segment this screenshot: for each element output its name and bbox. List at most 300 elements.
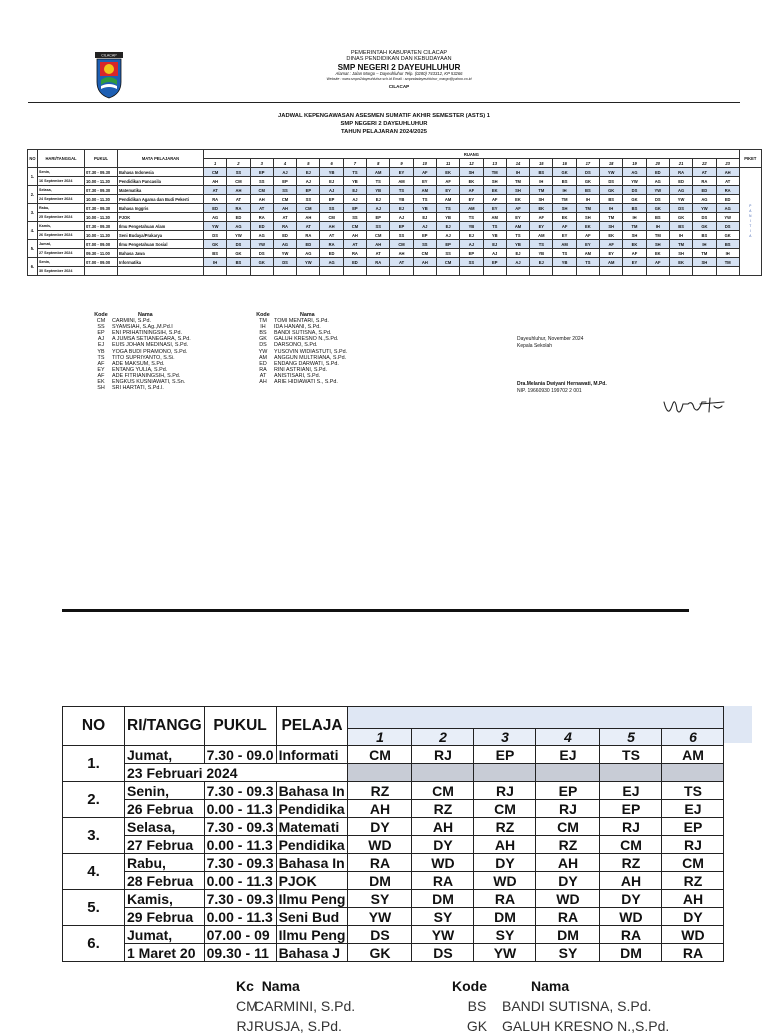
zoom-proctor-code: DS (348, 926, 412, 944)
legend-name: SRI HARTATI, S.Pd.I. (112, 385, 164, 392)
proctor-code: IH (506, 168, 529, 177)
row-time: 10.00 - 11.30 (85, 231, 118, 240)
proctor-code: AM (600, 258, 623, 267)
proctor-code: AF (530, 213, 553, 222)
proctor-code: ED (297, 240, 320, 249)
legend-code: AT (259, 372, 267, 379)
proctor-code: RA (343, 249, 366, 258)
legend-name: GALUH KRESNO N.,S.Pd. (274, 336, 339, 343)
proctor-code: SS (460, 258, 483, 267)
legend-name: RINI ASTRIANI, S.Pd. (274, 366, 328, 373)
zoom-row (63, 782, 724, 800)
proctor-code: GK (204, 240, 227, 249)
proctor-code: RA (250, 213, 273, 222)
proctor-code: SS (367, 222, 390, 231)
legend-code: BS (259, 330, 267, 337)
room-number: 6 (320, 159, 343, 168)
proctor-code: EP (297, 186, 320, 195)
zoom-proctor-code: AH (474, 836, 536, 854)
zoom-subject: Matemati (276, 818, 348, 836)
title-line-1: JADWAL KEPENGAWASAN ASESMEN SUMATIF AKHIR SEMESTER (ASTS) 1 (278, 113, 490, 119)
zoom-row (63, 908, 724, 926)
proctor-code: YW (623, 177, 646, 186)
room-number: 10 (413, 159, 436, 168)
proctor-code: EK (600, 231, 623, 240)
legend-name: ANGGUN MULTRIANA, S.Pd. (274, 354, 347, 361)
legend-code: EJ (97, 342, 105, 349)
proctor-code: EK (483, 186, 506, 195)
proctor-code: YB (506, 240, 529, 249)
proctor-code: SS (297, 195, 320, 204)
legend-name: EUIS JOHAN MEDINASI, S.Pd. (112, 342, 189, 349)
zoom-time: 7.30 - 09.3 (204, 890, 276, 908)
zoom-proctor-code: RA (536, 908, 600, 926)
legend-code: EP (97, 330, 105, 337)
proctor-code: ED (716, 195, 739, 204)
zoom-row (63, 800, 724, 818)
proctor-code: EP (320, 195, 343, 204)
proctor-code: YW (250, 240, 273, 249)
proctor-code: BS (600, 195, 623, 204)
proctor-code: IH (600, 204, 623, 213)
schedule-row (28, 177, 762, 186)
row-day-date: 26 September 2024 (38, 231, 85, 240)
zoom-row (63, 944, 724, 962)
legend-name: CARMINI, S.Pd. (112, 318, 151, 325)
legend-code: YW (258, 348, 268, 355)
zoom-proctor-code: EP (474, 746, 536, 764)
proctor-code: AF (553, 222, 576, 231)
zoom-proctor-code: DM (412, 890, 474, 908)
proctor-code: AG (693, 195, 716, 204)
zoom-day-date: Senin, (125, 782, 205, 800)
zoom-room-number: 5 (600, 729, 662, 746)
legend-name: ENTANG YULIA, S.Pd. (112, 366, 168, 373)
proctor-code: TM (530, 186, 553, 195)
zoom-proctor-code: RZ (412, 800, 474, 818)
schedule-row (28, 204, 762, 213)
proctor-code: TS (553, 249, 576, 258)
zoom-proctor-code (600, 764, 662, 782)
proctor-code: EJ (390, 204, 413, 213)
zoom-time: 7.30 - 09.3 (204, 818, 276, 836)
zoom-proctor-code: RZ (474, 818, 536, 836)
proctor-code: AM (553, 240, 576, 249)
proctor-code: BS (530, 168, 553, 177)
legend-code: TM (259, 318, 267, 325)
proctor-code: TM (693, 249, 716, 258)
proctor-code: GK (716, 231, 739, 240)
col-no: NO (28, 150, 38, 168)
proctor-code: EP (436, 240, 459, 249)
proctor-code: AT (273, 213, 296, 222)
zoom-row (63, 890, 724, 908)
proctor-code: YB (320, 168, 343, 177)
proctor-code: RA (669, 168, 692, 177)
legend-name: ENI PRIHATININGSIH, S.Pd. (112, 330, 182, 337)
legend-item (90, 385, 191, 391)
zoomed-schedule-table (62, 706, 724, 962)
room-number: 22 (693, 159, 716, 168)
proctor-code: AJ (297, 177, 320, 186)
proctor-code: RA (320, 240, 343, 249)
proctor-code: AM (530, 231, 553, 240)
zoom-proctor-code: AH (662, 890, 724, 908)
zoom-subject: Pendidika (276, 800, 348, 818)
zoom-legend-nama-header: Nama (531, 978, 570, 994)
proctor-code: GK (553, 168, 576, 177)
proctor-code: YB (367, 186, 390, 195)
zoom-row (63, 818, 724, 836)
proctor-code (483, 267, 506, 276)
room-number: 9 (390, 159, 413, 168)
zoom-proctor-code (412, 764, 474, 782)
schedule-row (28, 267, 762, 276)
proctor-code: TM (716, 258, 739, 267)
row-subject (118, 267, 204, 276)
proctor-code: AH (390, 249, 413, 258)
proctor-code: ED (227, 213, 250, 222)
legend-name: BANDI SUTISNA, S.Pd. (274, 330, 332, 337)
zoom-proctor-code: RJ (662, 836, 724, 854)
proctor-code: SH (530, 195, 553, 204)
zoom-row-number: 1. (63, 746, 125, 782)
proctor-code: AM (576, 249, 599, 258)
proctor-code: AH (204, 177, 227, 186)
proctor-code: AF (506, 204, 529, 213)
proctor-code: EY (576, 240, 599, 249)
zoom-day-date: Kamis, (125, 890, 205, 908)
zoom-proctor-code: CM (662, 854, 724, 872)
zoom-day-date: 23 Februari 2024 (125, 764, 348, 782)
gov-line: PEMERINTAH KABUPATEN CILACAP (350, 50, 448, 56)
zoom-proctor-code: RA (662, 944, 724, 962)
sign-place-date: Dayeuhluhur, November 2024 (517, 336, 584, 342)
proctor-code: TM (506, 177, 529, 186)
zoom-legend-item (236, 996, 355, 1016)
zoom-subject: Informati (276, 746, 348, 764)
proctor-code: CM (320, 213, 343, 222)
proctor-code: TS (483, 222, 506, 231)
row-day-date: 27 September 2024 (38, 249, 85, 258)
proctor-code: RA (204, 195, 227, 204)
proctor-code: DS (576, 168, 599, 177)
zoom-proctor-code (348, 764, 412, 782)
row-time: 07.30 - 09.30 (85, 186, 118, 195)
zoom-subject: Bahasa In (276, 782, 348, 800)
zoom-room-number: 4 (536, 729, 600, 746)
zoom-proctor-code: EJ (600, 782, 662, 800)
proctor-code: YW (273, 249, 296, 258)
zoom-legend-right (452, 976, 669, 1036)
proctor-code: AT (343, 240, 366, 249)
room-number: 8 (367, 159, 390, 168)
room-number: 7 (343, 159, 366, 168)
zoom-proctor-code: AH (348, 800, 412, 818)
proctor-code: TM (553, 195, 576, 204)
row-time: 10.00 - 11.30 (85, 177, 118, 186)
proctor-code: EY (436, 186, 459, 195)
proctor-code: ED (669, 177, 692, 186)
proctor-code (553, 267, 576, 276)
room-number: 15 (530, 159, 553, 168)
proctor-code: AH (367, 240, 390, 249)
legend-code: AF (97, 372, 105, 379)
zoom-proctor-code: RJ (412, 746, 474, 764)
proctor-code: CM (204, 168, 227, 177)
proctor-code: RA (273, 222, 296, 231)
proctor-code: AT (390, 258, 413, 267)
proctor-code: AH (343, 231, 366, 240)
proctor-code: YB (553, 258, 576, 267)
zoom-proctor-code: DM (600, 944, 662, 962)
legend-name: YUSOVIN WIDIASTUTI, S.Pd. (274, 348, 348, 355)
proctor-code: RA (716, 186, 739, 195)
proctor-code: GK (669, 213, 692, 222)
zoom-proctor-code: RJ (536, 800, 600, 818)
proctor-code: GK (623, 195, 646, 204)
zoom-legend-code: RJ (236, 1018, 254, 1034)
proctor-code: AG (623, 168, 646, 177)
schedule-row (28, 168, 762, 177)
sign-role: Kepala Sekolah (517, 343, 553, 349)
legend-name: SYAMSIAH, S.Ag.,M.Pd.I (112, 324, 173, 331)
room-number: 14 (506, 159, 529, 168)
zoom-subject: Bahasa J (276, 944, 348, 962)
proctor-code (623, 267, 646, 276)
zoom-legend-kode-header: Kc (236, 978, 254, 994)
proctor-code: GK (693, 222, 716, 231)
proctor-code: AJ (483, 249, 506, 258)
proctor-code: DS (600, 177, 623, 186)
zoom-proctor-code: AH (600, 872, 662, 890)
row-day-date: Selasa, (38, 186, 85, 195)
proctor-code: AM (460, 204, 483, 213)
proctor-code: GK (227, 249, 250, 258)
proctor-code: AF (483, 195, 506, 204)
proctor-code: RA (227, 204, 250, 213)
row-subject: Bahasa Jawa (118, 249, 204, 258)
proctor-code: DS (227, 240, 250, 249)
zoom-proctor-code: SY (536, 944, 600, 962)
zoom-proctor-code: YW (412, 926, 474, 944)
zoom-time: 7.30 - 09.3 (204, 782, 276, 800)
zoom-legend-code: CM (236, 998, 258, 1014)
proctor-code: SH (460, 168, 483, 177)
proctor-code: CM (390, 240, 413, 249)
zoom-proctor-code: AH (412, 818, 474, 836)
zoom-proctor-code: DM (474, 908, 536, 926)
proctor-code: EK (436, 168, 459, 177)
proctor-code: EY (530, 222, 553, 231)
proctor-code: AJ (460, 240, 483, 249)
zoom-subject: Ilmu Peng (276, 926, 348, 944)
row-subject: Ilmu Pengetahuan Alam (118, 222, 204, 231)
proctor-code: AH (297, 213, 320, 222)
row-day-date: Kamis, (38, 222, 85, 231)
zoom-proctor-code: RZ (536, 836, 600, 854)
proctor-code: SH (646, 240, 669, 249)
proctor-code: TM (646, 231, 669, 240)
proctor-code: SS (413, 240, 436, 249)
proctor-code: IH (553, 186, 576, 195)
zoom-day-date: Rabu, (125, 854, 205, 872)
zoom-legend-name: BANDI SUTISNA, S.Pd. (502, 998, 652, 1014)
proctor-code: SH (506, 186, 529, 195)
zoom-row (63, 764, 724, 782)
proctor-code: SH (483, 177, 506, 186)
zoom-time: 0.00 - 11.3 (204, 836, 276, 854)
proctor-code: TS (460, 213, 483, 222)
room-number: 23 (716, 159, 739, 168)
proctor-code: GK (576, 177, 599, 186)
row-day-date: 25 September 2024 (38, 213, 85, 222)
zoom-time: 0.00 - 11.3 (204, 872, 276, 890)
proctor-code: EJ (413, 213, 436, 222)
zoom-legend-kode-header: Kode (452, 978, 487, 994)
zoom-proctor-code: YW (474, 944, 536, 962)
zoom-proctor-code: EJ (662, 800, 724, 818)
proctor-code: EK (576, 222, 599, 231)
legend-code: RA (259, 366, 267, 373)
legend-name: YOGA BUDI PRAMONO, S.Pd. (112, 348, 188, 355)
proctor-code: AF (413, 168, 436, 177)
city-line: CILACAP (388, 84, 410, 90)
proctor-code: BS (204, 249, 227, 258)
proctor-code: AM (390, 177, 413, 186)
proctor-code: AF (646, 258, 669, 267)
proctor-code: TS (367, 177, 390, 186)
proctor-code: EP (367, 213, 390, 222)
proctor-code: EP (390, 222, 413, 231)
proctor-code: YB (483, 231, 506, 240)
school-address: Alamat : Jalan Margo – Dayeuhluhur Telp. (0280) 743312, KP 53266 (335, 71, 463, 77)
regency-emblem-icon (94, 52, 124, 98)
proctor-code (413, 267, 436, 276)
legend-code: EY (97, 366, 105, 373)
row-subject: Pendidikan Pancasila (118, 177, 204, 186)
room-number: 17 (576, 159, 599, 168)
proctor-code: CM (343, 222, 366, 231)
proctor-code: EP (483, 258, 506, 267)
zoom-row-number: 6. (63, 926, 125, 962)
proctor-code: BS (576, 186, 599, 195)
zoom-legend-name: CARMINI, S.Pd. (254, 998, 356, 1014)
legend-code: YB (97, 348, 105, 355)
legend-kode-header: Kode (256, 312, 270, 318)
row-time: 10.00 - 11.30 (85, 213, 118, 222)
room-number: 18 (600, 159, 623, 168)
row-day-date: Senin, (38, 168, 85, 177)
proctor-code: GK (250, 258, 273, 267)
proctor-code: CM (273, 195, 296, 204)
row-time: 07.00 - 09.00 (85, 240, 118, 249)
proctor-code: CM (250, 186, 273, 195)
zoom-row (63, 854, 724, 872)
proctor-code: TS (436, 204, 459, 213)
legend-code: CM (96, 318, 106, 325)
zoom-proctor-code: CM (412, 782, 474, 800)
legend-code: ED (259, 360, 267, 367)
proctor-code: EK (623, 240, 646, 249)
proctor-code: IH (623, 213, 646, 222)
proctor-code: EJ (297, 168, 320, 177)
proctor-code (530, 267, 553, 276)
proctor-code: AJ (320, 186, 343, 195)
zoom-room-number: 1 (348, 729, 412, 746)
proctor-code: EY (460, 195, 483, 204)
zoom-col-pukul: PUKUL (204, 707, 276, 746)
row-subject: Informatika (118, 258, 204, 267)
proctor-code: BS (227, 258, 250, 267)
legend-code: EK (97, 379, 105, 386)
proctor-code: AT (716, 177, 739, 186)
legend-name: DARSONO, S.Pd. (274, 342, 318, 349)
zoom-proctor-code: SY (348, 890, 412, 908)
proctor-code: TM (483, 168, 506, 177)
proctor-code: YB (343, 177, 366, 186)
proctor-code: AG (250, 231, 273, 240)
proctor-code: AM (436, 195, 459, 204)
zoom-proctor-code (474, 764, 536, 782)
proctor-code: YW (693, 204, 716, 213)
zoom-proctor-code: RJ (474, 782, 536, 800)
zoom-proctor-code: GK (348, 944, 412, 962)
zoom-proctor-code: CM (536, 818, 600, 836)
zoom-proctor-code: AH (536, 854, 600, 872)
zoom-proctor-code: EP (600, 800, 662, 818)
proctor-code: RA (367, 258, 390, 267)
teacher-legend-left (90, 312, 191, 391)
proctor-code (273, 267, 296, 276)
row-number: 6. (28, 258, 38, 276)
schedule-row (28, 240, 762, 249)
legend-code: SS (97, 324, 105, 331)
proctor-code (669, 267, 692, 276)
proctor-code (320, 267, 343, 276)
proctor-code: IH (646, 222, 669, 231)
school-website: Website : www.smpn2dayeuhluhur.sch.id Email : smpndadayeuhluhur_margo@yahoo.co.id (326, 77, 472, 82)
proctor-code: EK (669, 258, 692, 267)
legend-name: IDA HANANI, S.Pd. (274, 324, 321, 331)
proctor-code: YW (600, 168, 623, 177)
proctor-code (297, 267, 320, 276)
row-time: 07.30 - 09.30 (85, 222, 118, 231)
proctor-code: SS (227, 168, 250, 177)
proctor-code (460, 267, 483, 276)
title-line-3: TAHUN PELAJARAN 2024/2025 (341, 129, 427, 136)
proctor-code: AT (297, 222, 320, 231)
proctor-code: AH (413, 258, 436, 267)
proctor-code: SS (436, 249, 459, 258)
proctor-code: SH (600, 222, 623, 231)
proctor-code: CM (436, 258, 459, 267)
zoom-proctor-code: DM (348, 872, 412, 890)
proctor-code (436, 267, 459, 276)
zoom-row (63, 872, 724, 890)
proctor-code: AT (320, 231, 343, 240)
zoom-subject: Seni Bud (276, 908, 348, 926)
proctor-code: TS (506, 231, 529, 240)
proctor-code: AM (413, 186, 436, 195)
proctor-code: AG (204, 213, 227, 222)
row-day-date: Jumat, (38, 240, 85, 249)
room-number: 12 (460, 159, 483, 168)
proctor-code: YW (227, 231, 250, 240)
zoom-proctor-code: DY (348, 818, 412, 836)
row-subject: Bahasa Indonesia (118, 168, 204, 177)
zoom-day-date: Jumat, (125, 926, 205, 944)
